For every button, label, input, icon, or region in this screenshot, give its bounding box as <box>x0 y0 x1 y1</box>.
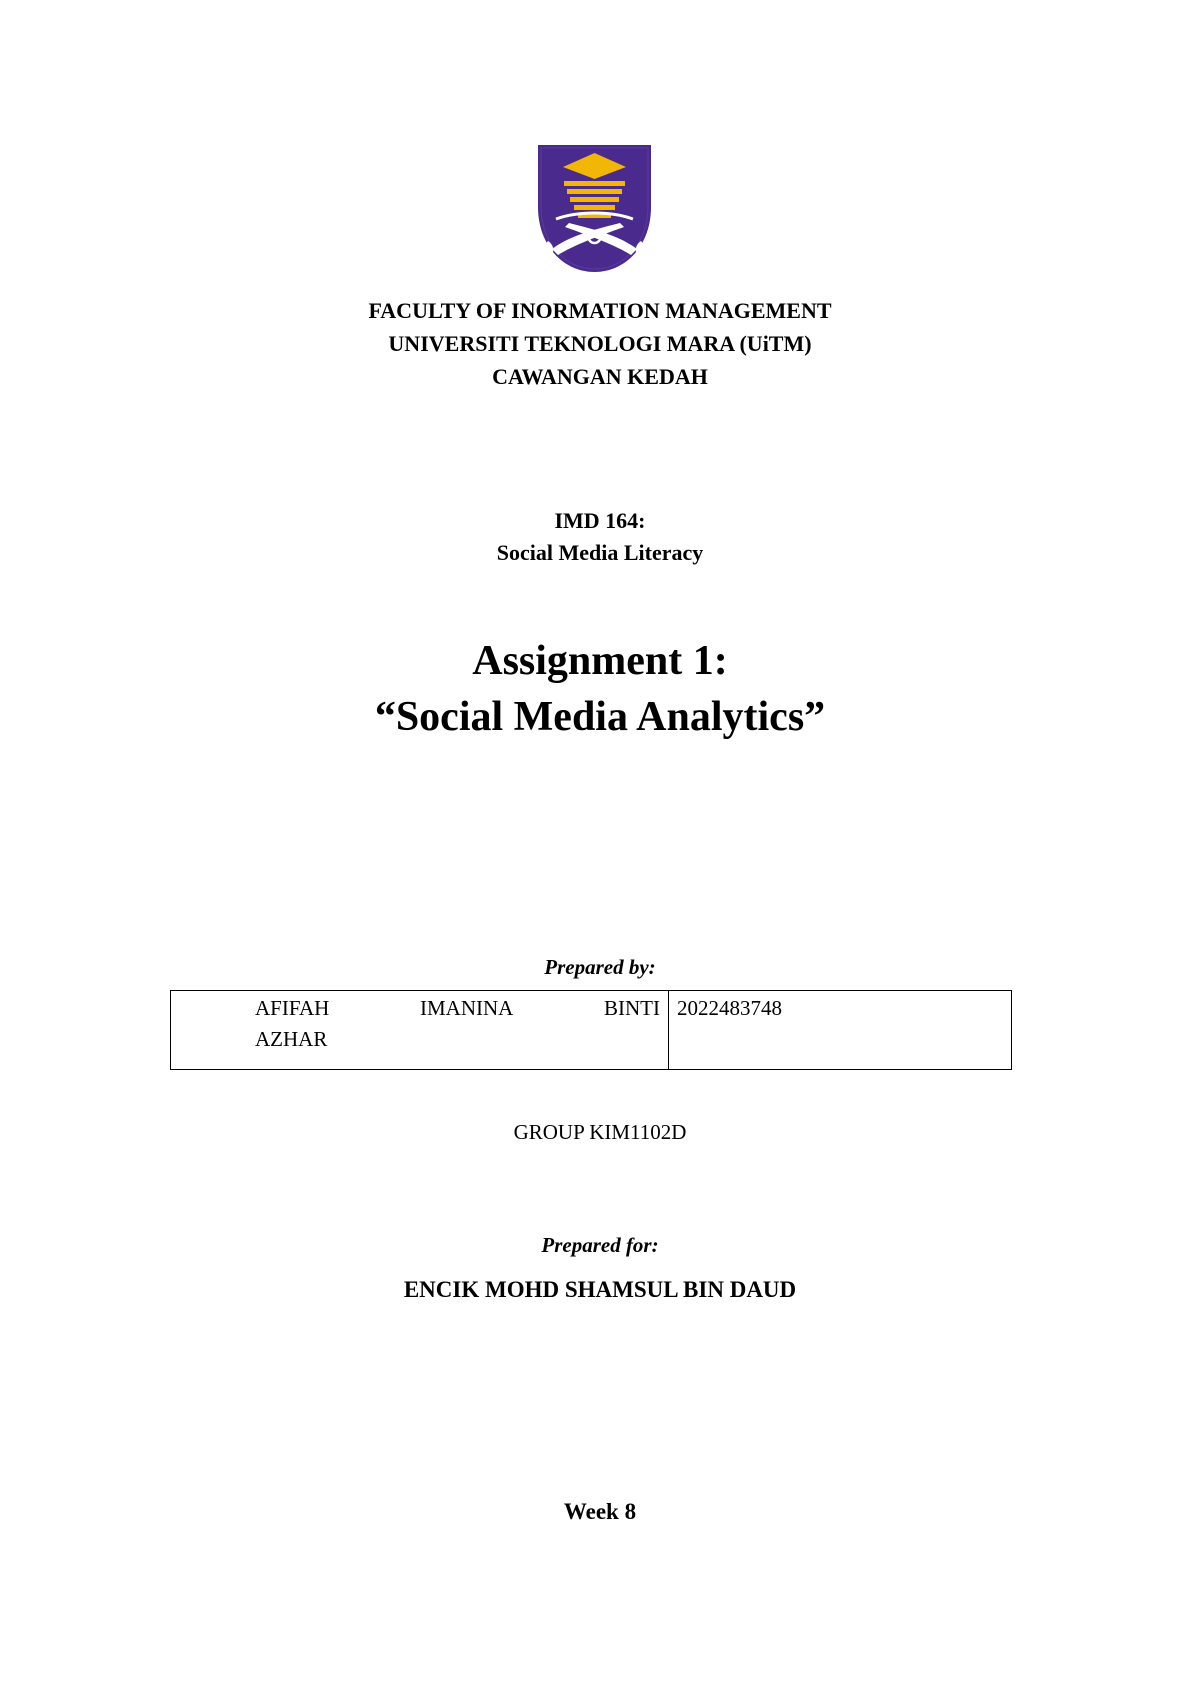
uitm-crest-logo <box>538 145 651 272</box>
table-row <box>171 991 1012 1070</box>
student-name-cell <box>171 991 669 1070</box>
faculty-name: FACULTY OF INORMATION MANAGEMENT <box>368 298 832 323</box>
university-name: UNIVERSITI TEKNOLOGI MARA (UiTM) <box>388 331 812 356</box>
assignment-number: Assignment 1: <box>472 638 728 684</box>
course-info <box>0 505 1200 569</box>
assignment-name: “Social Media Analytics” <box>374 694 826 740</box>
prepared-for-label: Prepared for: <box>541 1233 659 1257</box>
campus-name: CAWANGAN KEDAH <box>492 364 708 389</box>
course-code: IMD 164: <box>554 508 646 533</box>
student-name-word: IMANINA <box>419 996 514 1020</box>
prepared-by-label: Prepared by: <box>544 955 656 979</box>
student-id-cell: 2022483748 <box>669 991 1012 1070</box>
student-name-word: AFIFAH <box>255 996 330 1020</box>
group-code: GROUP KIM1102D <box>513 1120 687 1144</box>
course-title: Social Media Literacy <box>496 540 704 565</box>
crest-gold-band-2 <box>567 189 622 194</box>
crest-gold-band-1 <box>564 181 625 186</box>
lecturer-name: ENCIK MOHD SHAMSUL BIN DAUD <box>403 1277 797 1302</box>
faculty-header <box>0 294 1200 393</box>
student-table <box>170 990 1012 1070</box>
assignment-title <box>0 633 1200 745</box>
week-label: Week 8 <box>563 1499 637 1524</box>
student-name-line-1 <box>255 993 660 1024</box>
student-name-line-2: AZHAR <box>255 1027 328 1051</box>
student-name-word: BINTI <box>604 996 660 1020</box>
crest-gold-band-3 <box>570 197 619 202</box>
crest-gold-band-4 <box>574 205 615 210</box>
